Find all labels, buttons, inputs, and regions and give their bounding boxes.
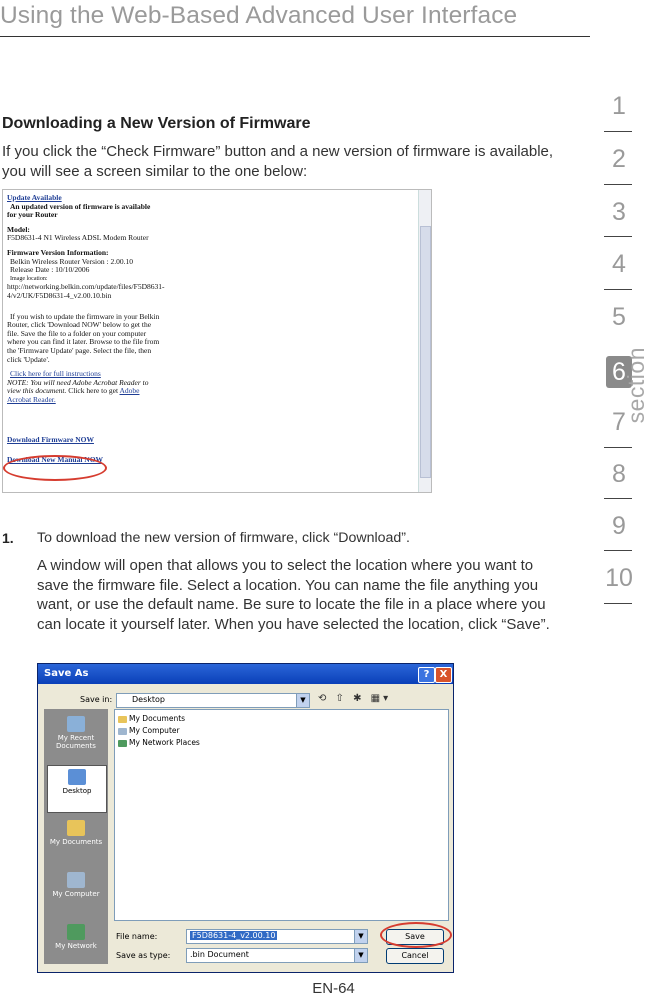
section-number-9: 9	[612, 512, 626, 540]
save-button[interactable]: Save	[386, 929, 444, 945]
updated-line-2: for your Router	[7, 210, 58, 220]
browser-scrollbar[interactable]	[418, 190, 431, 492]
note-line-2: view this document.	[7, 386, 67, 396]
help-button[interactable]: ?	[418, 667, 435, 683]
current-version: Belkin Wireless Router Version : 2.00.10	[10, 256, 133, 266]
instruction-line-3: file. Save the file to a folder on your computer	[7, 328, 147, 338]
section-number-4: 4	[612, 250, 626, 278]
adobe-link[interactable]: Adobe	[119, 386, 140, 396]
network-icon	[67, 924, 85, 940]
file-item[interactable]	[118, 714, 185, 723]
place-label: My Network	[55, 942, 97, 950]
place-desktop[interactable]	[47, 765, 107, 813]
section-label: section	[623, 347, 649, 424]
toolbar-icons[interactable]: ⟲ ⇧ ✱ ▦▾	[318, 693, 392, 704]
title-divider	[0, 36, 590, 37]
release-date: Release Date : 10/10/2006	[10, 265, 90, 275]
step-number: 1.	[2, 530, 14, 546]
save-in-label: Save in:	[80, 695, 113, 704]
chevron-down-icon[interactable]: ▼	[354, 930, 367, 943]
download-firmware-link[interactable]: Download Firmware NOW	[7, 435, 94, 445]
place-label: My Recent Documents	[56, 734, 96, 750]
instruction-line-2: Router, click 'Download NOW' below to get the	[7, 320, 152, 330]
file-item[interactable]	[118, 726, 180, 735]
cancel-button[interactable]: Cancel	[386, 948, 444, 964]
section-number-6-active: 6	[606, 356, 632, 388]
save-highlight-circle	[380, 922, 452, 948]
section-number-3: 3	[612, 198, 626, 226]
file-name-input[interactable]	[186, 929, 368, 944]
place-label: My Computer	[52, 890, 100, 898]
chevron-down-icon[interactable]: ▼	[354, 949, 367, 962]
section-divider	[604, 550, 632, 551]
download-highlight-circle	[3, 455, 107, 481]
acrobat-reader-link[interactable]: Acrobat Reader.	[7, 394, 56, 404]
fw-info-label: Firmware Version Information:	[7, 247, 109, 257]
section-divider	[604, 289, 632, 290]
place-my-computer[interactable]	[47, 869, 105, 915]
file-item-label: My Documents	[129, 714, 186, 723]
step-text: To download the new version of firmware, click “Download”.	[37, 530, 410, 546]
section-number-1: 1	[612, 92, 626, 120]
file-item-label: My Network Places	[129, 738, 200, 747]
file-name-value[interactable]: F5D8631-4_v2.00.10	[192, 931, 276, 940]
folder-icon	[67, 820, 85, 836]
instruction-line-4: where you can find it later. Browse to the file from	[7, 337, 160, 347]
model-label: Model:	[7, 224, 30, 234]
section-number-5: 5	[612, 303, 626, 331]
desktop-icon	[68, 769, 86, 785]
section-divider	[604, 603, 632, 604]
save-in-dropdown[interactable]	[116, 693, 310, 708]
place-label: Desktop	[62, 787, 92, 795]
file-list[interactable]	[114, 709, 449, 921]
save-as-dialog	[37, 663, 454, 973]
intro-paragraph: If you click the “Check Firmware” button and a new version of firmware is available, you will see a screen similar to the one below:	[2, 143, 554, 180]
file-item-label: My Computer	[129, 726, 180, 735]
section-divider	[604, 131, 632, 132]
place-label: My Documents	[49, 838, 103, 846]
save-type-label: Save as type:	[116, 951, 171, 960]
full-instructions-link[interactable]: Click here for full instructions	[10, 369, 101, 379]
place-my-documents[interactable]	[47, 817, 105, 863]
close-button[interactable]: X	[435, 667, 452, 683]
section-number-10: 10	[605, 564, 633, 592]
section-number-7: 7	[612, 408, 626, 436]
save-type-value: .bin Document	[190, 950, 249, 959]
save-in-value: Desktop	[132, 695, 165, 704]
places-bar	[44, 709, 108, 964]
dialog-titlebar	[38, 664, 453, 684]
updated-line-1: An updated version of firmware is available	[10, 201, 151, 211]
update-available-link[interactable]: Update Available	[7, 193, 62, 202]
step-detail-paragraph: A window will open that allows you to select the location where you want to save the firmware file. Select a location. You can name the file anything you want, or use the default name. Be sure to locate the file in a place where you can locate it yourself later. When you have selected the location, click “Save”.	[37, 557, 550, 633]
section-number-2: 2	[612, 145, 626, 173]
place-my-network[interactable]	[47, 921, 105, 961]
image-location-url-1: http://networking.belkin.com/update/files/F5D8631-	[7, 282, 165, 292]
scrollbar-thumb[interactable]	[420, 226, 431, 478]
section-divider	[604, 498, 632, 499]
network-icon	[118, 740, 127, 747]
computer-icon	[67, 872, 85, 888]
place-recent-documents[interactable]	[47, 713, 105, 759]
recent-documents-icon	[67, 716, 85, 732]
dialog-title: Save As	[44, 668, 89, 679]
section-divider	[604, 236, 632, 237]
model-value: F5D8631-4 N1 Wireless ADSL Modem Router	[7, 233, 149, 243]
section-number-8: 8	[612, 460, 626, 488]
page-number: EN-64	[312, 980, 355, 997]
note-line-1: NOTE: You will need Adobe Acrobat Reader to	[7, 377, 149, 387]
section-heading: Downloading a New Version of Firmware	[2, 115, 311, 132]
chevron-down-icon[interactable]: ▼	[296, 694, 309, 707]
folder-icon	[118, 716, 127, 723]
image-location-url-2: 4/v2/UK/F5D8631-4_v2.00.10.bin	[7, 290, 112, 300]
instruction-line-6: click 'Update'.	[7, 354, 50, 364]
image-location-label: Image location:	[10, 275, 48, 282]
instruction-line-5: the 'Firmware Update' page. Select the file, then	[7, 345, 152, 355]
section-divider	[604, 184, 632, 185]
file-item[interactable]	[118, 738, 200, 747]
page-title: Using the Web-Based Advanced User Interface	[0, 2, 518, 29]
note-line-2b: Click here to get	[66, 386, 120, 396]
computer-icon	[118, 728, 127, 735]
download-manual-link[interactable]: Download New Manual NOW	[7, 455, 104, 465]
file-name-label: File name:	[116, 932, 158, 941]
instruction-line-1: If you wish to update the firmware in your Belkin	[10, 311, 160, 321]
section-divider	[604, 447, 632, 448]
firmware-update-screenshot	[2, 189, 432, 493]
save-type-dropdown[interactable]	[186, 948, 368, 963]
